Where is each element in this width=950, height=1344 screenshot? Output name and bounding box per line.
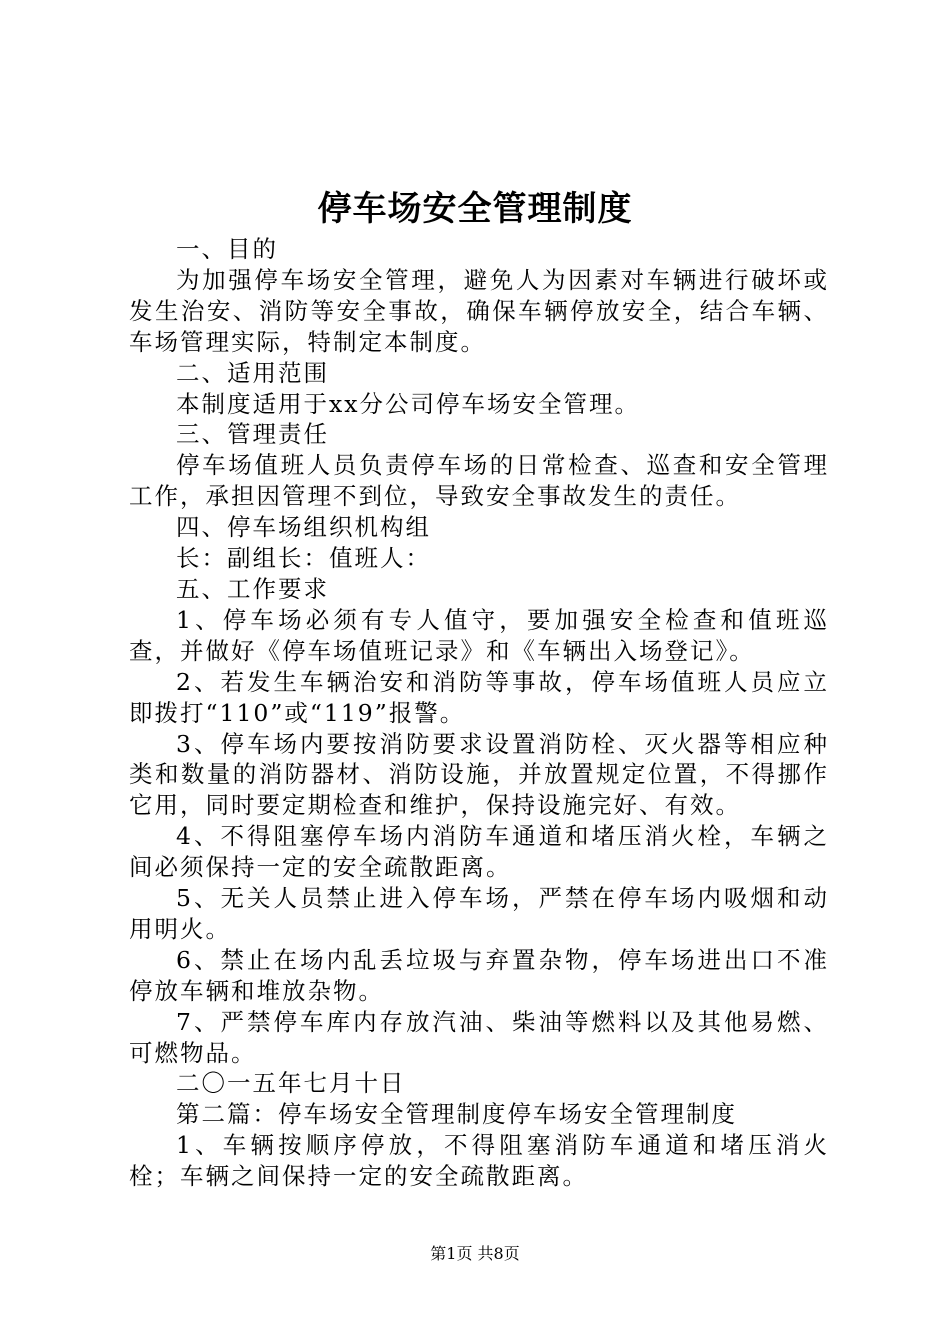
- page-footer: 第1页 共8页: [430, 1244, 520, 1263]
- requirement-item-7: 7、严禁停车库内存放汽油、柴油等燃料以及其他易燃、可燃物品。: [129, 1007, 829, 1067]
- paragraph-purpose: 为加强停车场安全管理，避免人为因素对车辆进行破坏或发生治安、消防等安全事故，确保车辆停放安全，结合车辆、车场管理实际，特制定本制度。: [129, 265, 829, 356]
- requirement-item-6: 6、禁止在场内乱丢垃圾与弃置杂物，停车场进出口不准停放车辆和堆放杂物。: [129, 945, 829, 1005]
- document-body: [129, 234, 829, 1192]
- section-heading-organization: 四、停车场组织机构组: [176, 513, 431, 542]
- requirement-item-2: 2、若发生车辆治安和消防等事故，停车场值班人员应立即拨打“110”或“119”报警。: [129, 667, 829, 727]
- requirement-item-5: 5、无关人员禁止进入停车场，严禁在停车场内吸烟和动用明火。: [129, 884, 829, 943]
- second-part-item-1: 1、车辆按顺序停放，不得阻塞消防车通道和堵压消火栓；车辆之间保持一定的安全疏散距离。: [129, 1131, 829, 1191]
- paragraph-organization: 长：副组长：值班人：: [176, 544, 431, 573]
- requirement-item-1: 1、停车场必须有专人值守，要加强安全检查和值班巡查，并做好《停车场值班记录》和《车辆出入场登记》。: [129, 605, 829, 665]
- document-title: 停车场安全管理制度: [317, 189, 633, 229]
- requirement-item-4: 4、不得阻塞停车场内消防车通道和堵压消火栓，车辆之间必须保持一定的安全疏散距离。: [129, 822, 829, 882]
- requirement-item-3: 3、停车场内要按消防要求设置消防栓、灭火器等相应种类和数量的消防器材、消防设施，并放置规定位置，不得挪作它用，同时要定期检查和维护，保持设施完好、有效。: [129, 729, 829, 820]
- paragraph-scope: 本制度适用于xx分公司停车场安全管理。: [176, 389, 641, 418]
- section-heading-responsibility: 三、管理责任: [176, 420, 329, 449]
- second-part-heading: 第二篇：停车场安全管理制度停车场安全管理制度: [176, 1100, 737, 1129]
- section-heading-requirements: 五、工作要求: [176, 574, 329, 603]
- paragraph-responsibility: 停车场值班人员负责停车场的日常检查、巡查和安全管理工作，承担因管理不到位，导致安全事故发生的责任。: [129, 451, 829, 511]
- document-date: 二〇一五年七月十日: [176, 1069, 406, 1098]
- section-heading-purpose: 一、目的: [176, 235, 278, 263]
- section-heading-scope: 二、适用范围: [176, 358, 329, 387]
